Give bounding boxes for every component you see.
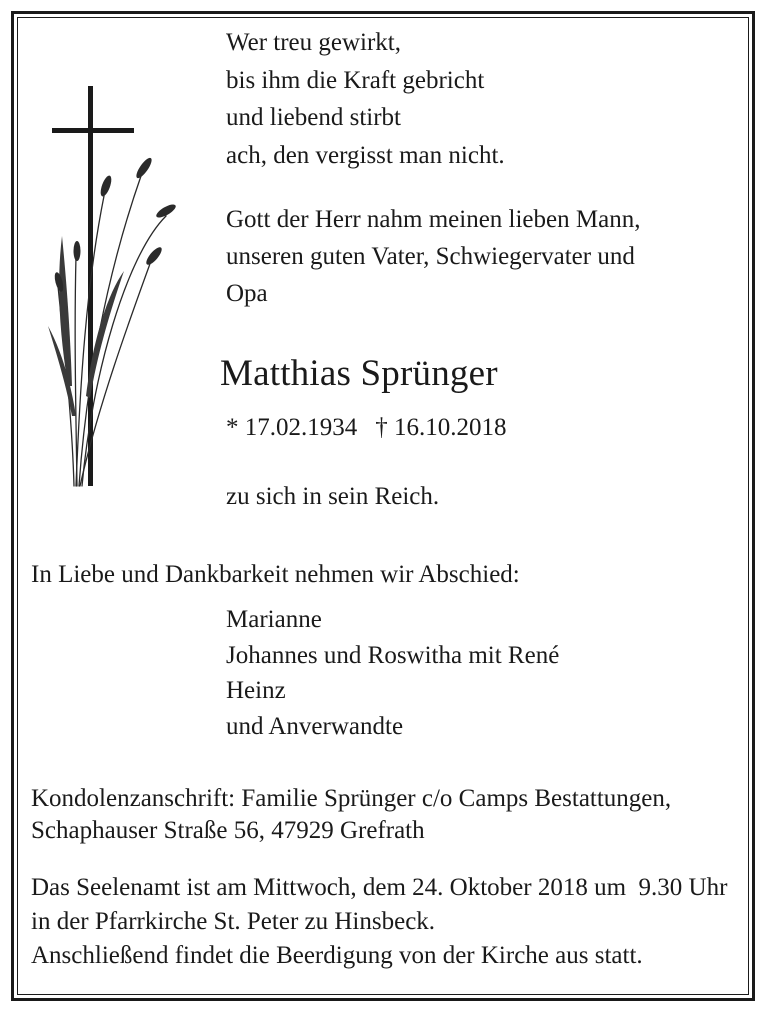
announcement-line: Opa	[226, 280, 268, 307]
mourner: Marianne	[226, 606, 322, 633]
service-info	[31, 871, 727, 973]
birth-date: * 17.02.1934	[226, 414, 358, 441]
death-date: † 16.10.2018	[375, 414, 507, 441]
mourner: und Anverwandte	[226, 712, 404, 740]
verse-line: bis ihm die Kraft gebricht	[226, 66, 485, 94]
mourner: Heinz	[226, 677, 286, 704]
service-line: Anschließend findet die Beerdigung von der Kirche aus statt.	[31, 942, 643, 969]
closing-line: zu sich in sein Reich.	[226, 483, 440, 510]
farewell-heading: In Liebe und Dankbarkeit nehmen wir Abschied:	[31, 561, 520, 588]
announcement-line: unseren guten Vater, Schwiegervater und	[226, 243, 635, 270]
verse	[226, 24, 505, 174]
service-line: in der Pfarrkirche St. Peter zu Hinsbeck.	[31, 908, 436, 935]
cross-with-wheat-icon	[46, 86, 176, 496]
deceased-name: Matthias Sprünger	[220, 353, 498, 394]
mourners-list	[226, 602, 559, 744]
verse-line: ach, den vergisst man nicht.	[226, 141, 505, 169]
service-line: Das Seelenamt ist am Mittwoch, dem 24. Oktober 2018 um 9.30 Uhr	[31, 874, 728, 901]
announcement	[226, 201, 640, 312]
announcement-line: Gott der Herr nahm meinen lieben Mann,	[226, 206, 641, 233]
condolence-address	[31, 783, 671, 847]
verse-line: Wer treu gewirkt,	[226, 29, 401, 56]
condolence-line: Kondolenzanschrift: Familie Sprünger c/o Camps Bestattungen,	[31, 785, 672, 812]
mourner: Johannes und Roswitha mit René	[226, 641, 560, 669]
life-dates	[226, 411, 507, 445]
condolence-line: Schaphauser Straße 56, 47929 Grefrath	[31, 817, 425, 844]
verse-line: und liebend stirbt	[226, 104, 401, 131]
